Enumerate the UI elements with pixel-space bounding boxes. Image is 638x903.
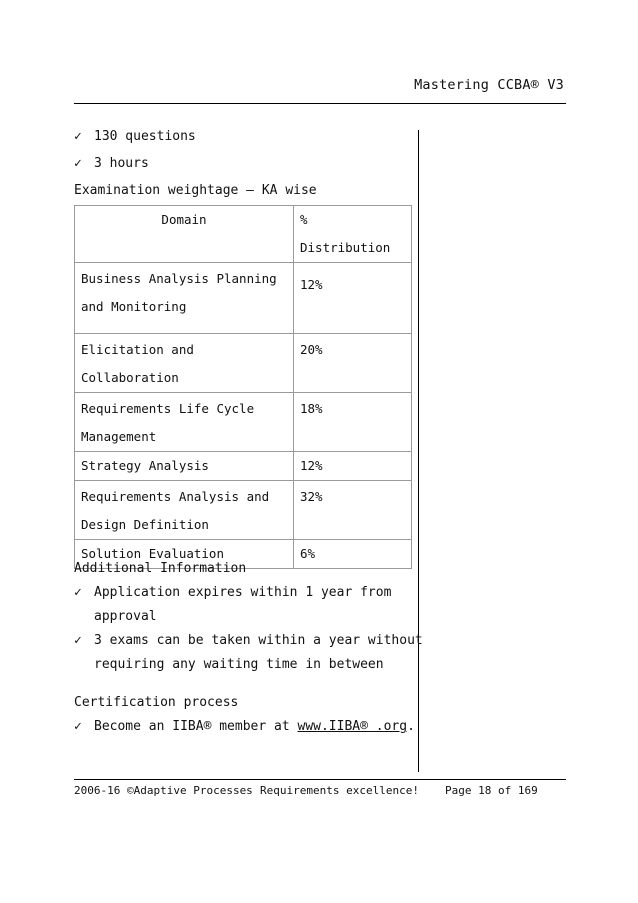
domain-cell: Strategy Analysis <box>75 452 294 481</box>
table-row <box>75 263 412 334</box>
additional-heading: Additional Information <box>74 561 247 576</box>
check-icon: ✓ <box>74 719 82 734</box>
table-row <box>75 393 412 452</box>
column-rule <box>418 130 419 772</box>
footer-copyright: 2006-16 ©Adaptive Processes <box>74 784 253 797</box>
table-row <box>75 481 412 540</box>
additional-item-1: ✓ Application expires within 1 year from <box>74 585 392 600</box>
table-caption: Examination weightage – KA wise <box>74 183 317 198</box>
footer-tagline: Requirements excellence! <box>260 784 419 797</box>
header-distribution: % Distribution <box>294 206 412 263</box>
ka-weightage-table <box>74 205 412 569</box>
footer-page-number: Page 18 of 169 <box>445 784 538 797</box>
pct-cell: 12% <box>294 452 412 481</box>
domain-cell: Elicitation and Collaboration <box>75 334 294 393</box>
certification-heading: Certification process <box>74 695 239 710</box>
additional-item-1-cont: approval <box>94 609 157 624</box>
domain-cell: Solution Evaluation <box>75 540 294 569</box>
additional-item-2: ✓ 3 exams can be taken within a year without <box>74 633 423 648</box>
pct-cell: 12% <box>294 263 412 334</box>
domain-cell: Business Analysis Planning and Monitoring <box>75 263 294 334</box>
footer-rule <box>74 779 566 780</box>
bullet-text: 130 questions <box>94 129 196 144</box>
table-row <box>75 452 412 481</box>
domain-cell: Requirements Life Cycle Management <box>75 393 294 452</box>
table-row <box>75 334 412 393</box>
additional-item-2-cont: requiring any waiting time in between <box>94 657 384 672</box>
pct-cell: 6% <box>294 540 412 569</box>
table-header-row <box>75 206 412 263</box>
bullet-text: 3 hours <box>94 156 149 171</box>
pct-cell: 20% <box>294 334 412 393</box>
iiba-link[interactable]: www.IIBA® .org <box>297 719 408 734</box>
check-icon: ✓ <box>74 585 82 600</box>
header-domain: Domain <box>75 206 294 263</box>
check-icon: ✓ <box>74 129 82 144</box>
bullet-hours <box>74 156 149 171</box>
certification-item: ✓ Become an IIBA® member at www.IIBA® .org. <box>74 719 415 734</box>
page-header-title: Mastering CCBA® V3 <box>414 77 564 93</box>
check-icon: ✓ <box>74 633 82 648</box>
pct-cell: 18% <box>294 393 412 452</box>
check-icon: ✓ <box>74 156 82 171</box>
domain-cell: Requirements Analysis and Design Definition <box>75 481 294 540</box>
pct-cell: 32% <box>294 481 412 540</box>
bullet-questions <box>74 129 196 144</box>
header-rule <box>74 103 566 104</box>
